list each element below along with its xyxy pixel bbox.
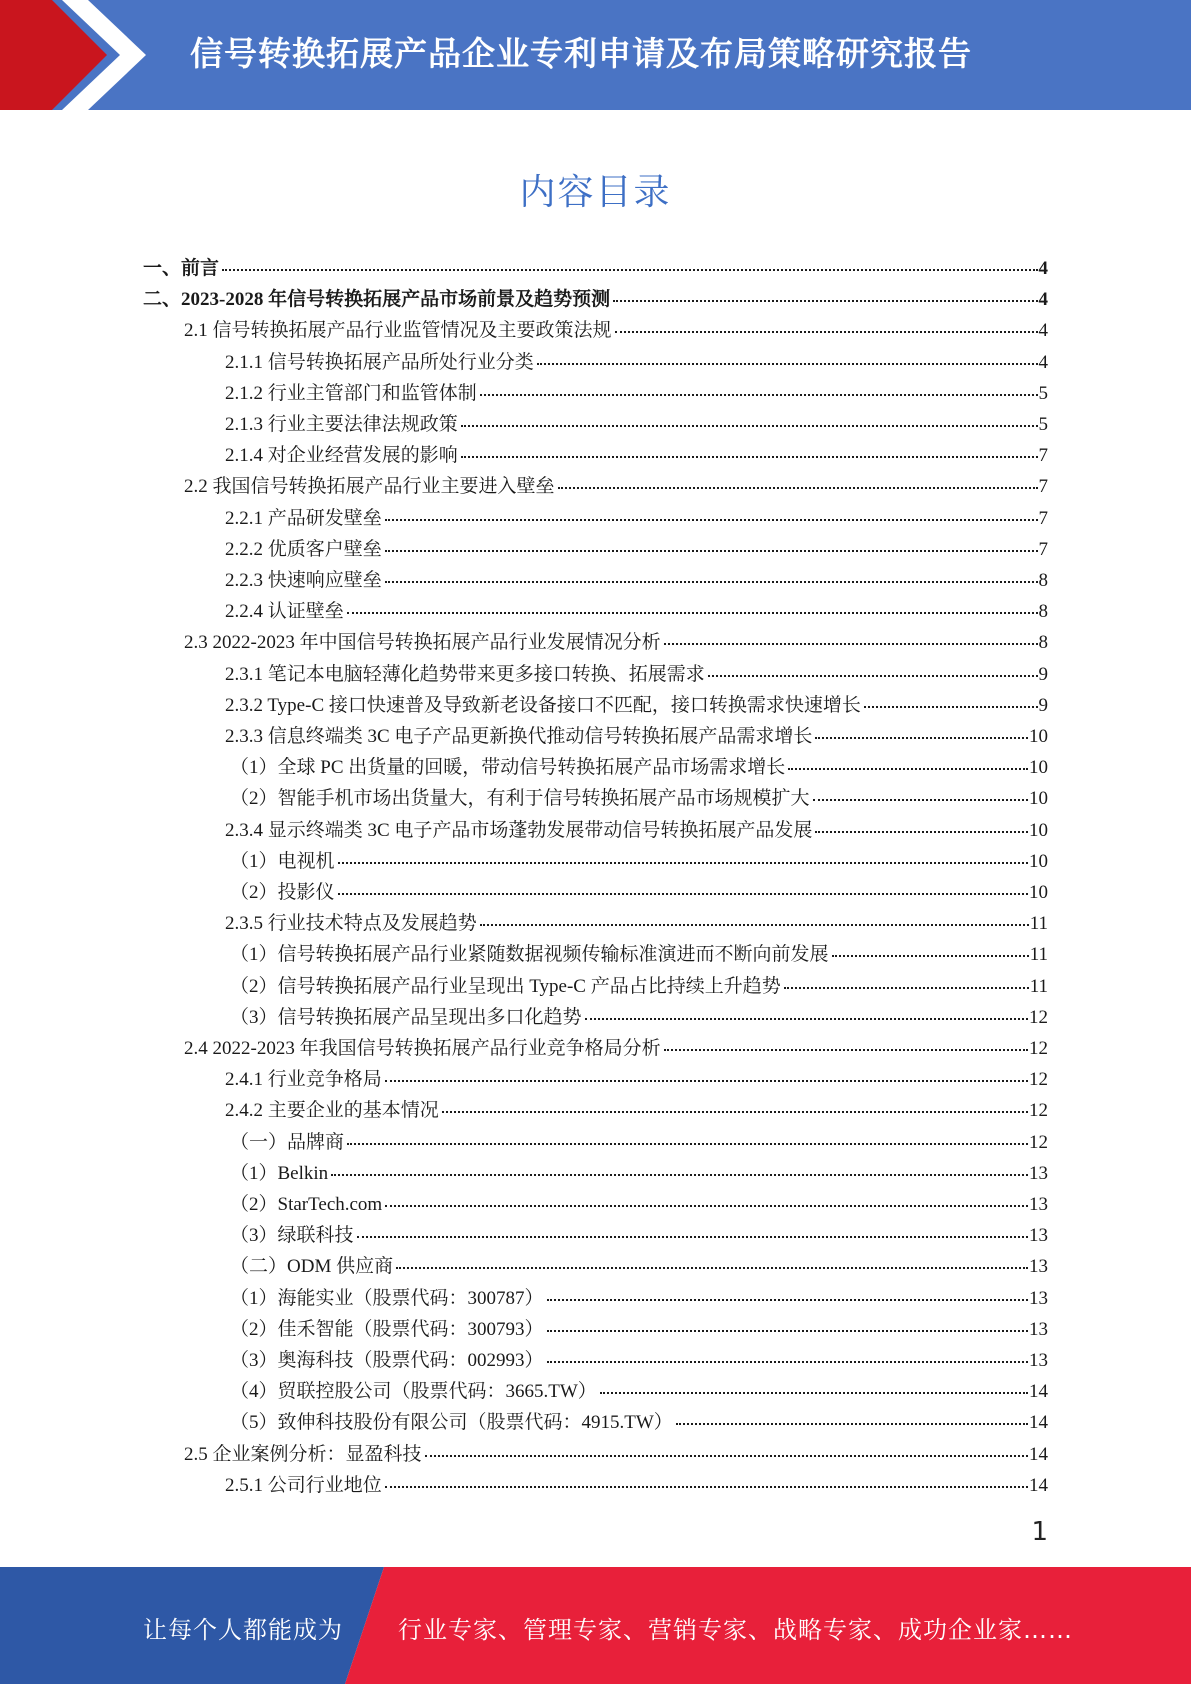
toc-entry-page: 10 xyxy=(1029,757,1048,778)
toc-entry[interactable] xyxy=(225,1470,1048,1501)
toc-entry-label: 2.5.1 公司行业地位 xyxy=(225,1475,382,1496)
toc-entry[interactable] xyxy=(225,503,1048,534)
toc-entry-page: 14 xyxy=(1029,1412,1048,1433)
toc-entry[interactable] xyxy=(230,752,1048,783)
toc-entry-label: （1）Belkin xyxy=(230,1163,329,1184)
toc-entry-label: 2.2.2 优质客户壁垒 xyxy=(225,539,382,560)
toc-dot-leader xyxy=(600,1392,1028,1394)
toc-entry[interactable] xyxy=(230,1189,1048,1220)
toc-entry-label: 2.3.5 行业技术特点及发展趋势 xyxy=(225,913,477,934)
toc-entry[interactable] xyxy=(225,596,1048,627)
toc-entry-page: 12 xyxy=(1029,1007,1048,1028)
toc-entry-page: 13 xyxy=(1029,1225,1048,1246)
toc-entry-label: 2.1.4 对企业经营发展的影响 xyxy=(225,445,458,466)
toc-entry-page: 7 xyxy=(1038,476,1048,497)
toc-dot-leader xyxy=(558,487,1038,489)
toc-entry-label: （1）全球 PC 出货量的回暖，带动信号转换拓展产品市场需求增长 xyxy=(230,757,786,778)
toc-entry[interactable] xyxy=(225,659,1048,690)
toc-entry-label: （1）信号转换拓展产品行业紧随数据视频传输标准演进而不断向前发展 xyxy=(230,944,829,965)
toc-entry[interactable] xyxy=(225,565,1048,596)
toc-entry[interactable] xyxy=(225,440,1048,471)
toc-entry[interactable] xyxy=(230,971,1048,1002)
toc-dot-leader xyxy=(480,394,1038,396)
toc-entry-label: （3）信号转换拓展产品呈现出多口化趋势 xyxy=(230,1007,582,1028)
toc-entry[interactable] xyxy=(225,1064,1048,1095)
toc-dot-leader xyxy=(347,612,1038,614)
toc-dot-leader xyxy=(461,456,1038,458)
toc-entry[interactable] xyxy=(184,1439,1048,1470)
toc-dot-leader xyxy=(357,1236,1028,1238)
toc-heading: 内容目录 xyxy=(519,172,672,213)
toc-entry-page: 7 xyxy=(1038,445,1048,466)
toc-entry-label: 2.1 信号转换拓展产品行业监管情况及主要政策法规 xyxy=(184,320,612,341)
toc-entry-label: 一、前言 xyxy=(143,258,220,279)
toc-entry-page: 12 xyxy=(1029,1132,1048,1153)
toc-entry-page: 13 xyxy=(1029,1319,1048,1340)
toc-entry-label: 2.2.1 产品研发壁垒 xyxy=(225,508,382,529)
toc-dot-leader xyxy=(461,425,1038,427)
toc-dot-leader xyxy=(385,519,1038,521)
toc-entry-label: 2.2.4 认证壁垒 xyxy=(225,601,344,622)
toc-entry-page: 13 xyxy=(1029,1163,1048,1184)
toc-entry-page: 7 xyxy=(1038,508,1048,529)
toc-entry[interactable] xyxy=(230,783,1048,814)
toc-entry-page: 11 xyxy=(1029,976,1048,997)
toc-entry[interactable] xyxy=(143,253,1048,284)
toc-entry-page: 10 xyxy=(1029,882,1048,903)
toc-entry[interactable] xyxy=(225,815,1048,846)
toc-entry[interactable] xyxy=(184,471,1048,502)
footer-banner xyxy=(0,1567,1191,1684)
toc-dot-leader xyxy=(547,1361,1028,1363)
toc-entry[interactable] xyxy=(225,690,1048,721)
toc-entry-label: （2）智能手机市场出货量大，有利于信号转换拓展产品市场规模扩大 xyxy=(230,788,810,809)
toc-entry-label: 2.1.2 行业主管部门和监管体制 xyxy=(225,383,477,404)
toc-entry-label: 2.2.3 快速响应壁垒 xyxy=(225,570,382,591)
toc-entry-label: 二、2023-2028 年信号转换拓展产品市场前景及趋势预测 xyxy=(143,289,611,310)
toc-entry-label: （2）StarTech.com xyxy=(230,1194,383,1215)
toc-entry-label: 2.3 2022-2023 年中国信号转换拓展产品行业发展情况分析 xyxy=(184,632,661,653)
toc-entry[interactable] xyxy=(230,1376,1048,1407)
toc-dot-leader xyxy=(615,331,1038,333)
toc-entry-page: 8 xyxy=(1038,570,1048,591)
toc-dot-leader xyxy=(425,1455,1028,1457)
toc-entry[interactable] xyxy=(225,908,1048,939)
toc-dot-leader xyxy=(815,831,1028,833)
toc-dot-leader xyxy=(347,1143,1028,1145)
toc-entry-page: 14 xyxy=(1029,1381,1048,1402)
toc-dot-leader xyxy=(385,581,1038,583)
toc-entry[interactable] xyxy=(143,284,1048,315)
toc-dot-leader xyxy=(788,768,1028,770)
toc-dot-leader xyxy=(676,1423,1028,1425)
toc-dot-leader xyxy=(331,1174,1028,1176)
toc-dot-leader xyxy=(547,1299,1028,1301)
toc-entry-label: （1）海能实业（股票代码：300787） xyxy=(230,1288,544,1309)
toc-entry[interactable] xyxy=(230,1158,1048,1189)
toc-entry-page: 4 xyxy=(1038,289,1048,310)
toc-dot-leader xyxy=(664,1049,1028,1051)
toc-entry[interactable] xyxy=(230,1002,1048,1033)
toc-entry[interactable] xyxy=(230,1127,1048,1158)
toc-dot-leader xyxy=(396,1267,1028,1269)
toc-dot-leader xyxy=(385,550,1038,552)
toc-entry[interactable] xyxy=(230,1407,1048,1438)
toc-entry-label: （2）信号转换拓展产品行业呈现出 Type-C 产品占比持续上升趋势 xyxy=(230,976,781,997)
toc-entry[interactable] xyxy=(230,1251,1048,1282)
page-number: 1 xyxy=(1031,1517,1048,1547)
toc-entry-page: 8 xyxy=(1038,632,1048,653)
toc-entry-label: 2.1.3 行业主要法律法规政策 xyxy=(225,414,458,435)
toc-entry-page: 12 xyxy=(1029,1038,1048,1059)
toc-entry[interactable] xyxy=(184,627,1048,658)
toc-entry-page: 4 xyxy=(1038,320,1048,341)
toc-entry-page: 5 xyxy=(1038,383,1048,404)
toc-dot-leader xyxy=(864,706,1038,708)
toc-entry-label: （1）电视机 xyxy=(230,851,335,872)
toc-entry-page: 10 xyxy=(1029,788,1048,809)
toc-entry-label: （3）绿联科技 xyxy=(230,1225,354,1246)
toc-entry-page: 13 xyxy=(1029,1194,1048,1215)
toc-entry-label: 2.3.4 显示终端类 3C 电子产品市场蓬勃发展带动信号转换拓展产品发展 xyxy=(225,820,813,841)
toc-entry-label: （3）奥海科技（股票代码：002993） xyxy=(230,1350,544,1371)
toc-dot-leader xyxy=(547,1330,1028,1332)
toc-entry[interactable] xyxy=(184,1033,1048,1064)
toc-entry[interactable] xyxy=(225,347,1048,378)
toc-dot-leader xyxy=(385,1205,1028,1207)
toc-entry-page: 5 xyxy=(1038,414,1048,435)
report-title: 信号转换拓展产品企业专利申请及布局策略研究报告 xyxy=(190,34,972,73)
toc-entry-label: （一）品牌商 xyxy=(230,1132,345,1153)
toc-dot-leader xyxy=(338,862,1028,864)
toc-dot-leader xyxy=(664,643,1038,645)
toc-entry-label: 2.3.3 信息终端类 3C 电子产品更新换代推动信号转换拓展产品需求增长 xyxy=(225,726,813,747)
toc-entry-label: 2.4.1 行业竞争格局 xyxy=(225,1069,382,1090)
toc-entry-page: 10 xyxy=(1029,851,1048,872)
toc-entry[interactable] xyxy=(230,846,1048,877)
toc-entry[interactable] xyxy=(184,315,1048,346)
toc-entry[interactable] xyxy=(230,1345,1048,1376)
toc-entry-page: 9 xyxy=(1038,664,1048,685)
toc-dot-leader xyxy=(442,1111,1028,1113)
toc-dot-leader xyxy=(708,675,1038,677)
toc-dot-leader xyxy=(815,737,1028,739)
header-banner xyxy=(0,0,1191,110)
toc-dot-leader xyxy=(832,955,1029,957)
toc-dot-leader xyxy=(613,300,1037,302)
toc-entry-label: （4）贸联控股公司（股票代码：3665.TW） xyxy=(230,1381,597,1402)
toc-entry-page: 4 xyxy=(1038,352,1048,373)
toc-dot-leader xyxy=(480,924,1029,926)
banner-arrow-icon xyxy=(0,0,160,110)
toc-dot-leader xyxy=(585,1018,1028,1020)
toc-entry-label: 2.1.1 信号转换拓展产品所处行业分类 xyxy=(225,352,534,373)
toc-entry-page: 12 xyxy=(1029,1069,1048,1090)
toc-entry-label: （2）投影仪 xyxy=(230,882,335,903)
toc-entry[interactable] xyxy=(225,721,1048,752)
toc-entry-page: 7 xyxy=(1038,539,1048,560)
toc-dot-leader xyxy=(222,269,1037,271)
toc-entry-page: 11 xyxy=(1029,944,1048,965)
toc-entry[interactable] xyxy=(225,534,1048,565)
toc-entry-page: 4 xyxy=(1038,258,1048,279)
toc-entry-page: 13 xyxy=(1029,1256,1048,1277)
toc-entry-page: 14 xyxy=(1029,1444,1048,1465)
toc-dot-leader xyxy=(537,363,1038,365)
toc-entry[interactable] xyxy=(230,939,1048,970)
toc-entry-page: 10 xyxy=(1029,820,1048,841)
toc-entry[interactable] xyxy=(225,409,1048,440)
toc-entry-label: 2.4.2 主要企业的基本情况 xyxy=(225,1100,439,1121)
toc-dot-leader xyxy=(385,1486,1028,1488)
toc-entry[interactable] xyxy=(230,1220,1048,1251)
toc-entry[interactable] xyxy=(225,378,1048,409)
toc-entry-label: 2.3.1 笔记本电脑轻薄化趋势带来更多接口转换、拓展需求 xyxy=(225,664,705,685)
toc-entry[interactable] xyxy=(225,1095,1048,1126)
toc-entry-label: 2.4 2022-2023 年我国信号转换拓展产品行业竞争格局分析 xyxy=(184,1038,661,1059)
toc-entry-label: 2.2 我国信号转换拓展产品行业主要进入壁垒 xyxy=(184,476,555,497)
toc-entry[interactable] xyxy=(230,1314,1048,1345)
toc-entry[interactable] xyxy=(230,877,1048,908)
toc-entry-page: 10 xyxy=(1029,726,1048,747)
toc-entry-page: 8 xyxy=(1038,601,1048,622)
toc-entry-label: 2.3.2 Type-C 接口快速普及导致新老设备接口不匹配，接口转换需求快速增长 xyxy=(225,695,861,716)
toc-dot-leader xyxy=(385,1080,1028,1082)
toc-entry-page: 13 xyxy=(1029,1350,1048,1371)
toc-entry-label: （二）ODM 供应商 xyxy=(230,1256,394,1277)
toc-entry-label: （2）佳禾智能（股票代码：300793） xyxy=(230,1319,544,1340)
toc-dot-leader xyxy=(813,799,1028,801)
toc-entry-page: 11 xyxy=(1029,913,1048,934)
toc-entry[interactable] xyxy=(230,1283,1048,1314)
toc-entry-page: 9 xyxy=(1038,695,1048,716)
toc-entry-label: 2.5 企业案例分析：显盈科技 xyxy=(184,1444,422,1465)
toc-dot-leader xyxy=(784,987,1029,989)
footer-slogan-left: 让每个人都能成为 xyxy=(143,1616,343,1644)
footer-slogan-right: 行业专家、管理专家、营销专家、战略专家、成功企业家…… xyxy=(398,1616,1073,1644)
toc-entry-label: （5）致伸科技股份有限公司（股票代码：4915.TW） xyxy=(230,1412,673,1433)
toc-entry-page: 12 xyxy=(1029,1100,1048,1121)
toc-dot-leader xyxy=(338,893,1028,895)
toc-entry-page: 14 xyxy=(1029,1475,1048,1496)
toc-entry-page: 13 xyxy=(1029,1288,1048,1309)
